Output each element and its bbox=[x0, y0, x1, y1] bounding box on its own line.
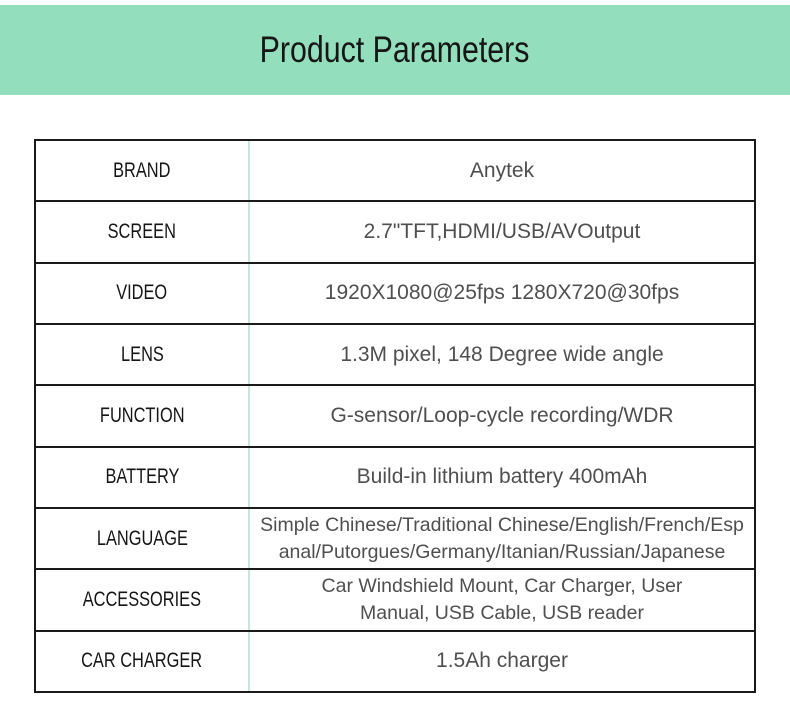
table-row-battery bbox=[36, 446, 754, 507]
row-label-cell bbox=[36, 264, 250, 323]
table-row-brand bbox=[36, 141, 754, 200]
page-title: Product Parameters bbox=[260, 29, 530, 70]
header-band bbox=[0, 5, 790, 95]
row-label-cell bbox=[36, 509, 250, 568]
row-value-line: Car Windshield Mount, Car Charger, User bbox=[321, 574, 683, 597]
row-label-cell bbox=[36, 202, 250, 261]
row-label-cell bbox=[36, 141, 250, 200]
row-label-cell bbox=[36, 570, 250, 629]
table-row-function bbox=[36, 384, 754, 445]
row-label: BATTERY bbox=[104, 465, 180, 489]
row-value bbox=[250, 570, 754, 629]
row-value: 1.3M pixel, 148 Degree wide angle bbox=[340, 342, 664, 366]
row-value: Build-in lithium battery 400mAh bbox=[356, 465, 648, 489]
row-label-cell bbox=[36, 632, 250, 691]
row-label: LANGUAGE bbox=[96, 526, 188, 550]
row-label: FUNCTION bbox=[99, 403, 185, 427]
row-value-line: Manual, USB Cable, USB reader bbox=[360, 601, 644, 624]
row-label: SCREEN bbox=[107, 219, 177, 243]
row-value: 1.5Ah charger bbox=[436, 649, 568, 673]
row-value-line: Simple Chinese/Traditional Chinese/English/French/Esp bbox=[260, 513, 744, 536]
row-label: LENS bbox=[120, 342, 164, 366]
table-row-language bbox=[36, 507, 754, 568]
row-label-cell bbox=[36, 386, 250, 445]
row-value: Anytek bbox=[469, 158, 535, 182]
row-value: G-sensor/Loop-cycle recording/WDR bbox=[330, 403, 674, 427]
row-label: VIDEO bbox=[116, 281, 168, 305]
table-row-accessories bbox=[36, 568, 754, 629]
table-row-screen bbox=[36, 200, 754, 261]
row-label: ACCESSORIES bbox=[82, 587, 202, 611]
row-value bbox=[250, 509, 754, 568]
row-label: BRAND bbox=[113, 158, 171, 182]
table-row-video bbox=[36, 262, 754, 323]
product-parameters-table bbox=[34, 139, 756, 693]
row-label-cell bbox=[36, 448, 250, 507]
table-row-lens bbox=[36, 323, 754, 384]
table-row-car-charger bbox=[36, 630, 754, 691]
row-label-cell bbox=[36, 325, 250, 384]
row-label: CAR CHARGER bbox=[81, 649, 203, 673]
row-value: 1920X1080@25fps 1280X720@30fps bbox=[324, 281, 680, 305]
row-value-line: anal/Putorgues/Germany/Itanian/Russian/Japanese bbox=[278, 540, 726, 563]
row-value: 2.7"TFT,HDMI/USB/AVOutput bbox=[363, 219, 641, 243]
